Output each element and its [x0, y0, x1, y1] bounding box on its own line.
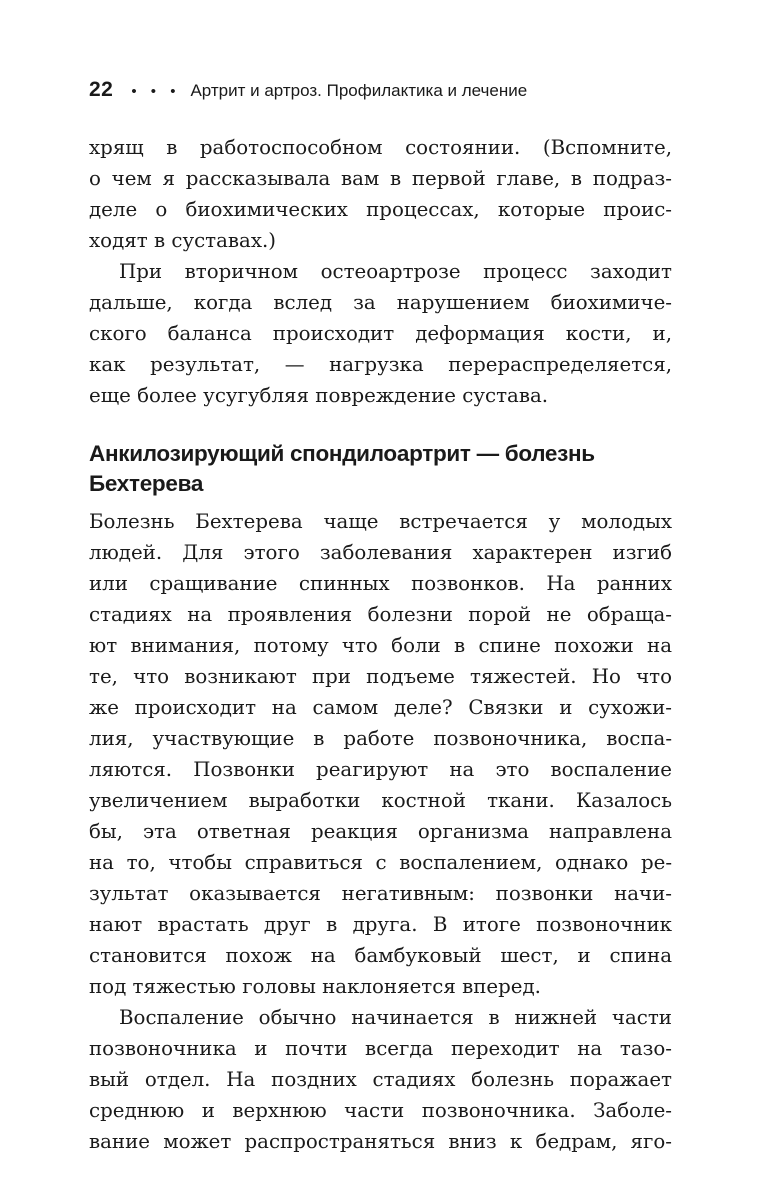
- section-heading: [89, 439, 672, 499]
- text-line: становится похож на бамбуковый шест, и спина: [89, 944, 672, 967]
- page-body: [89, 132, 672, 1157]
- book-title: Артрит и артроз. Профилактика и лечение: [190, 81, 528, 100]
- text-line: зультат оказывается негативным: позвонки начи-: [89, 882, 672, 905]
- paragraph-continuation: [89, 132, 672, 256]
- text-line: нают врастать друг в друга. В итоге позвоночник: [89, 913, 672, 936]
- text-line: позвоночника и почти всегда переходит на тазо-: [89, 1037, 672, 1060]
- header-dots: • • •: [131, 83, 181, 100]
- paragraph-secondary-osteoarthrosis: [89, 256, 672, 411]
- text-line: лия, участвующие в работе позвоночника, воспа-: [89, 727, 672, 750]
- text-line: Болезнь Бехтерева чаще встречается у молодых: [89, 510, 672, 533]
- text-line: еще более усугубляя повреждение сустава.: [89, 384, 549, 407]
- text-line: те, что возникают при подъеме тяжестей. Но что: [89, 665, 672, 688]
- text-line: хрящ в работоспособном состоянии. (Вспомните,: [89, 136, 672, 159]
- text-line: бы, эта ответная реакция организма направлена: [89, 820, 672, 843]
- text-line: дальше, когда вслед за нарушением биохимиче-: [89, 291, 672, 314]
- text-line: вание может распространяться вниз к бедрам, яго-: [89, 1130, 672, 1153]
- text-line: ского баланса происходит деформация кости, и,: [89, 322, 672, 345]
- text-line: стадиях на проявления болезни порой не обраща-: [89, 603, 672, 626]
- text-line: вый отдел. На поздних стадиях болезнь поражает: [89, 1068, 672, 1091]
- text-line: на то, чтобы справиться с воспалением, однако ре-: [89, 851, 672, 874]
- text-line: под тяжестью головы наклоняется вперед.: [89, 975, 541, 998]
- text-line: увеличением выработки костной ткани. Казалось: [89, 789, 672, 812]
- text-line: же происходит на самом деле? Связки и сухожи-: [89, 696, 672, 719]
- text-line: деле о биохимических процессах, которые проис-: [89, 198, 672, 221]
- text-line: среднюю и верхнюю части позвоночника. Заболе-: [89, 1099, 672, 1122]
- text-line: Воспаление обычно начинается в нижней части: [119, 1006, 672, 1029]
- text-line: о чем я рассказывала вам в первой главе, в подраз-: [89, 167, 672, 190]
- text-line: При вторичном остеоартрозе процесс заходит: [119, 260, 672, 283]
- paragraph-inflammation: [89, 1002, 672, 1157]
- heading-line: Бехтерева: [89, 471, 204, 496]
- paragraph-bekhterev: [89, 506, 672, 1002]
- text-line: ходят в суставах.): [89, 229, 277, 252]
- text-line: людей. Для этого заболевания характерен изгиб: [89, 541, 672, 564]
- heading-line: Анкилозирующий спондилоартрит — болезнь: [89, 441, 595, 466]
- text-line: как результат, — нагрузка перераспределяется,: [89, 353, 672, 376]
- text-line: ют внимания, потому что боли в спине похожи на: [89, 634, 672, 657]
- text-line: ляются. Позвонки реагируют на это воспаление: [89, 758, 672, 781]
- text-line: или сращивание спинных позвонков. На ранних: [89, 572, 672, 595]
- book-page: [89, 78, 672, 1157]
- running-header: [89, 78, 672, 102]
- page-number: 22: [89, 78, 114, 101]
